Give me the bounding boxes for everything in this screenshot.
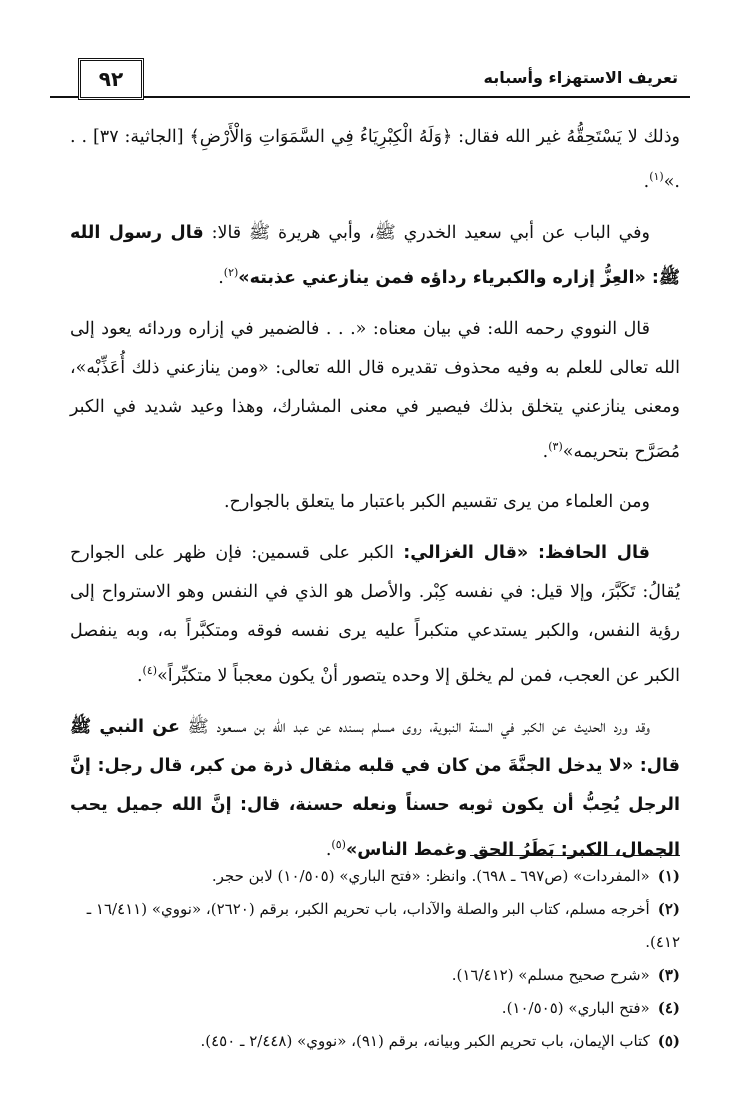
- footnote-text: «المفردات» (ص٦٩٧ ـ ٦٩٨). وانظر: «فتح الباري» (١٠/٥٠٥) لابن حجر.: [211, 867, 650, 885]
- paragraph-1: [70, 118, 680, 202]
- footnote-1: [70, 860, 680, 893]
- paragraph-2: [70, 214, 680, 298]
- footnote-5: [70, 1025, 680, 1058]
- paragraph-5: [70, 534, 680, 696]
- p6-text: وقد ورد الحديث عن الكبر في السنة النبوية، روى مسلم بسنده عن عبد الله بن مسعود ﷺ: [187, 717, 650, 738]
- p3-end: .: [542, 441, 549, 462]
- footnote-ref-4[interactable]: (٤): [142, 664, 158, 678]
- footnote-number: (٣): [657, 966, 680, 984]
- footnote-text: أخرجه مسلم، كتاب البر والصلة والآداب، باب تحريم الكبر، برقم (٢٦٢٠)، «نووي» (١٦/٤١١ ـ ٤١٢).: [86, 900, 680, 951]
- p6-end: .: [325, 840, 332, 861]
- footnotes: [70, 860, 680, 1058]
- header-rule: [50, 96, 690, 98]
- running-title: تعريف الاستهزاء وأسبابه: [483, 68, 678, 87]
- footnote-text: كتاب الإيمان، باب تحريم الكبر وبيانه، برقم (٩١)، «نووي» (٢/٤٤٨ ـ ٤٥٠).: [200, 1032, 650, 1050]
- page-number: ٩٢: [78, 58, 144, 100]
- p5-end: .: [136, 666, 143, 687]
- footnote-ref-1[interactable]: (١): [649, 170, 664, 183]
- main-text: [70, 118, 680, 882]
- p2-text: وفي الباب عن أبي سعيد الخدري ﷺ، وأبي هريرة ﷺ قالا:: [211, 222, 650, 243]
- hadith-text-2: عن النبي ﷺ قال: «لا يدخل الجنَّةَ من كان في قلبه مثقال ذرة من كبر، قال رجل: إنَّ الرجل يُحِبُّ أن يكون ثوبه حسناً ونعله حسنة، قال: إنَّ الله جميل يحب الجمال، الكبر: بَطَرُ الحق وغمط الناس»: [70, 717, 680, 861]
- footnote-text: «فتح الباري» (١٠/٥٠٥).: [501, 999, 650, 1017]
- footnote-separator: [470, 855, 680, 856]
- page-header: [50, 58, 690, 104]
- p1-end: .: [643, 171, 650, 192]
- p2-end: .: [218, 267, 224, 288]
- footnote-number: (٤): [657, 999, 680, 1017]
- footnote-ref-2[interactable]: (٢): [223, 265, 239, 279]
- hadith-text-1: قال رسول الله ﷺ: «العِزُّ إزاره والكبرياء رداؤه فمن ينازعني عذبته»: [70, 222, 680, 288]
- paragraph-4: [70, 483, 680, 522]
- p5-text: الكبر على قسمين: فإن ظهر على الجوارح يُقالُ: تَكَبَّرَ، وإلا قيل: في نفسه كِبْر. والأصل هو الذي في النفس وهو الاسترواح إلى رؤية النفس، والكبر يستدعي متكبراً عليه يرى نفسه فوقه ومتكبَّراً به، وبه ينفصل الكبر عن العجب، فمن لم يخلق إلا وحده يتصور أنْ يكون معجباً لا متكبِّراً»: [70, 543, 680, 687]
- footnote-number: (١): [657, 867, 680, 885]
- footnote-4: [70, 992, 680, 1025]
- footnote-3: [70, 959, 680, 992]
- p1-text: وذلك لا يَسْتَحِقُّهُ غير الله فقال: ﴿وَلَهُ الْكِبْرِيَاءُ فِي السَّمَوَاتِ وَالْأَرْضِ﴾ [الجاثية: ٣٧] . . .»: [70, 127, 680, 192]
- footnote-ref-5[interactable]: (٥): [331, 838, 346, 852]
- footnote-2: [70, 893, 680, 959]
- paragraph-6: [70, 708, 680, 870]
- footnote-text: «شرح صحيح مسلم» (١٦/٤١٢).: [451, 966, 650, 984]
- footnote-ref-3[interactable]: (٣): [548, 439, 563, 453]
- p4-text: ومن العلماء من يرى تقسيم الكبر باعتبار ما يتعلق بالجوارح.: [223, 492, 650, 513]
- footnote-number: (٢): [657, 900, 680, 918]
- p3-text: قال النووي رحمه الله: في بيان معناه: «. . . فالضمير في إزاره وردائه يعود إلى الله تعالى للعلم به وفيه محذوف تقديره قال الله تعالى: «ومن ينازعني ذلك أُعَذِّبْه»، ومعنى ينازعني يتخلق بذلك فيصير في معنى المشارك، وهذا وعيد شديد في الكبر مُصَرَّح بتحريمه»: [70, 318, 680, 462]
- footnote-number: (٥): [657, 1032, 680, 1050]
- p5-lead: قال الحافظ: «قال الغزالي:: [403, 543, 650, 564]
- paragraph-3: [70, 310, 680, 472]
